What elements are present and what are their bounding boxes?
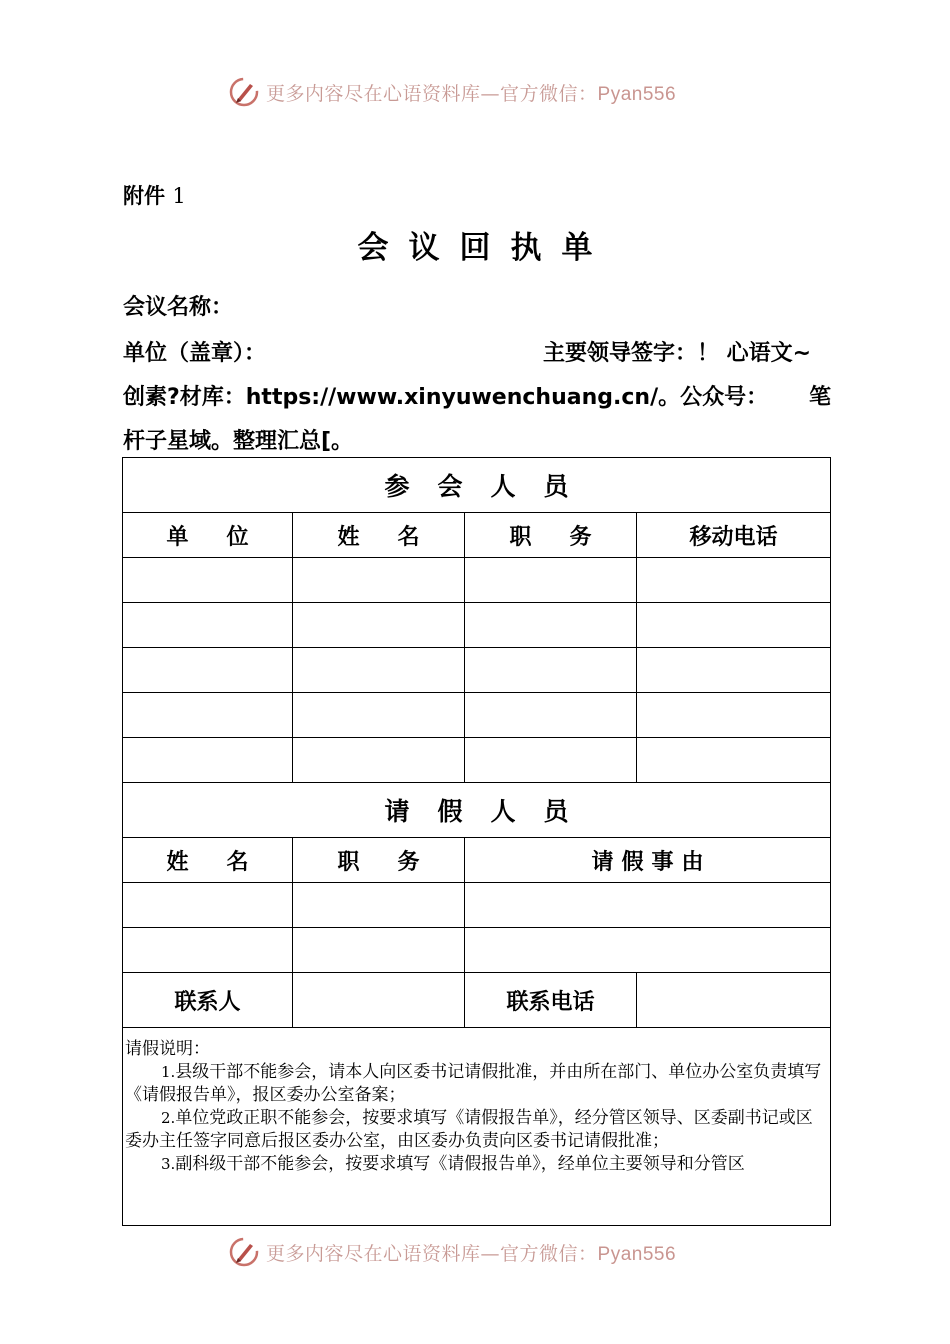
brush-pen-logo-icon [228,1236,260,1268]
attendee-name-cell[interactable] [293,603,465,648]
attendee-unit-cell[interactable] [123,648,293,693]
attachment-label: 附件 1 [123,184,186,208]
leave-row [123,928,831,973]
attendees-section-title: 参会人员 [123,458,831,513]
attendee-mobile-cell[interactable] [637,648,831,693]
attendee-position-cell[interactable] [465,738,637,783]
attendee-position-cell[interactable] [465,648,637,693]
leave-col-name-header: 姓名 [123,838,293,883]
attendees-header-row [123,513,831,558]
leave-name-cell[interactable] [123,883,293,928]
attendee-unit-cell[interactable] [123,558,293,603]
attendee-row [123,693,831,738]
source-line-2: 杆子星域。整理汇总[。 [123,429,354,454]
attendee-name-cell[interactable] [293,738,465,783]
attendee-unit-cell[interactable] [123,693,293,738]
leave-reason-cell[interactable] [465,883,831,928]
source-line-1-right: 笔 [808,385,831,410]
leave-col-reason-header: 请假事由 [465,838,831,883]
leader-sign-label: 主要领导签字：！ 心语文~ [543,341,812,366]
brush-pen-logo-icon [228,76,260,108]
attendee-mobile-cell[interactable] [637,558,831,603]
col-mobile-header: 移动电话 [637,513,831,558]
contact-phone-label: 联系电话 [465,973,637,1028]
watermark-text: 更多内容尽在心语资料库—官方微信：Pyan556 [266,1242,677,1265]
attendee-name-cell[interactable] [293,693,465,738]
page-title: 会议回执单 [357,230,613,266]
leave-reason-cell[interactable] [465,928,831,973]
attendee-row [123,648,831,693]
attendee-position-cell[interactable] [465,558,637,603]
leave-header-row [123,838,831,883]
attendee-name-cell[interactable] [293,558,465,603]
leave-section-title: 请假人员 [123,783,831,838]
leave-position-cell[interactable] [293,883,465,928]
leave-note-item: 2.单位党政正职不能参会，按要求填写《请假报告单》，经分管区领导、区委副书记或区委办主任签字同意后报区委办公室，由区委办负责向区委书记请假批准； [125,1108,813,1151]
attendee-position-cell[interactable] [465,603,637,648]
leave-note-item: 3.副科级干部不能参会，按要求填写《请假报告单》，经单位主要领导和分管区 [161,1154,745,1174]
leave-position-cell[interactable] [293,928,465,973]
attendee-unit-cell[interactable] [123,603,293,648]
attendee-mobile-cell[interactable] [637,603,831,648]
unit-label: 单位（盖章）： [123,341,267,366]
attendee-row [123,738,831,783]
col-unit-header: 单位 [123,513,293,558]
attendee-mobile-cell[interactable] [637,693,831,738]
contact-person-label: 联系人 [123,973,293,1028]
watermark-top [228,72,676,112]
source-line-1-left: 创素?材库：https://www.xinyuwenchuang.cn/。公众号： [123,385,769,410]
contact-person-value[interactable] [293,973,465,1028]
leave-name-cell[interactable] [123,928,293,973]
leave-col-position-header: 职务 [293,838,465,883]
attendee-row [123,558,831,603]
watermark-text: 更多内容尽在心语资料库—官方微信：Pyan556 [266,82,677,105]
leave-note-item: 1.县级干部不能参会，请本人向区委书记请假批准，并由所在部门、单位办公室负责填写《请假报告单》，报区委办公室备案； [125,1062,822,1105]
leave-notes [123,1028,831,1226]
attendee-unit-cell[interactable] [123,738,293,783]
col-position-header: 职务 [465,513,637,558]
attendee-row [123,603,831,648]
contact-phone-value[interactable] [637,973,831,1028]
attendee-position-cell[interactable] [465,693,637,738]
col-name-header: 姓名 [293,513,465,558]
leave-row [123,883,831,928]
receipt-form-table [122,457,831,1226]
contact-row [123,973,831,1028]
attendee-name-cell[interactable] [293,648,465,693]
watermark-bottom [228,1232,676,1272]
meeting-name-label: 会议名称： [123,295,234,320]
attendee-mobile-cell[interactable] [637,738,831,783]
source-line-1 [123,380,831,411]
leave-notes-heading: 请假说明： [125,1039,210,1059]
